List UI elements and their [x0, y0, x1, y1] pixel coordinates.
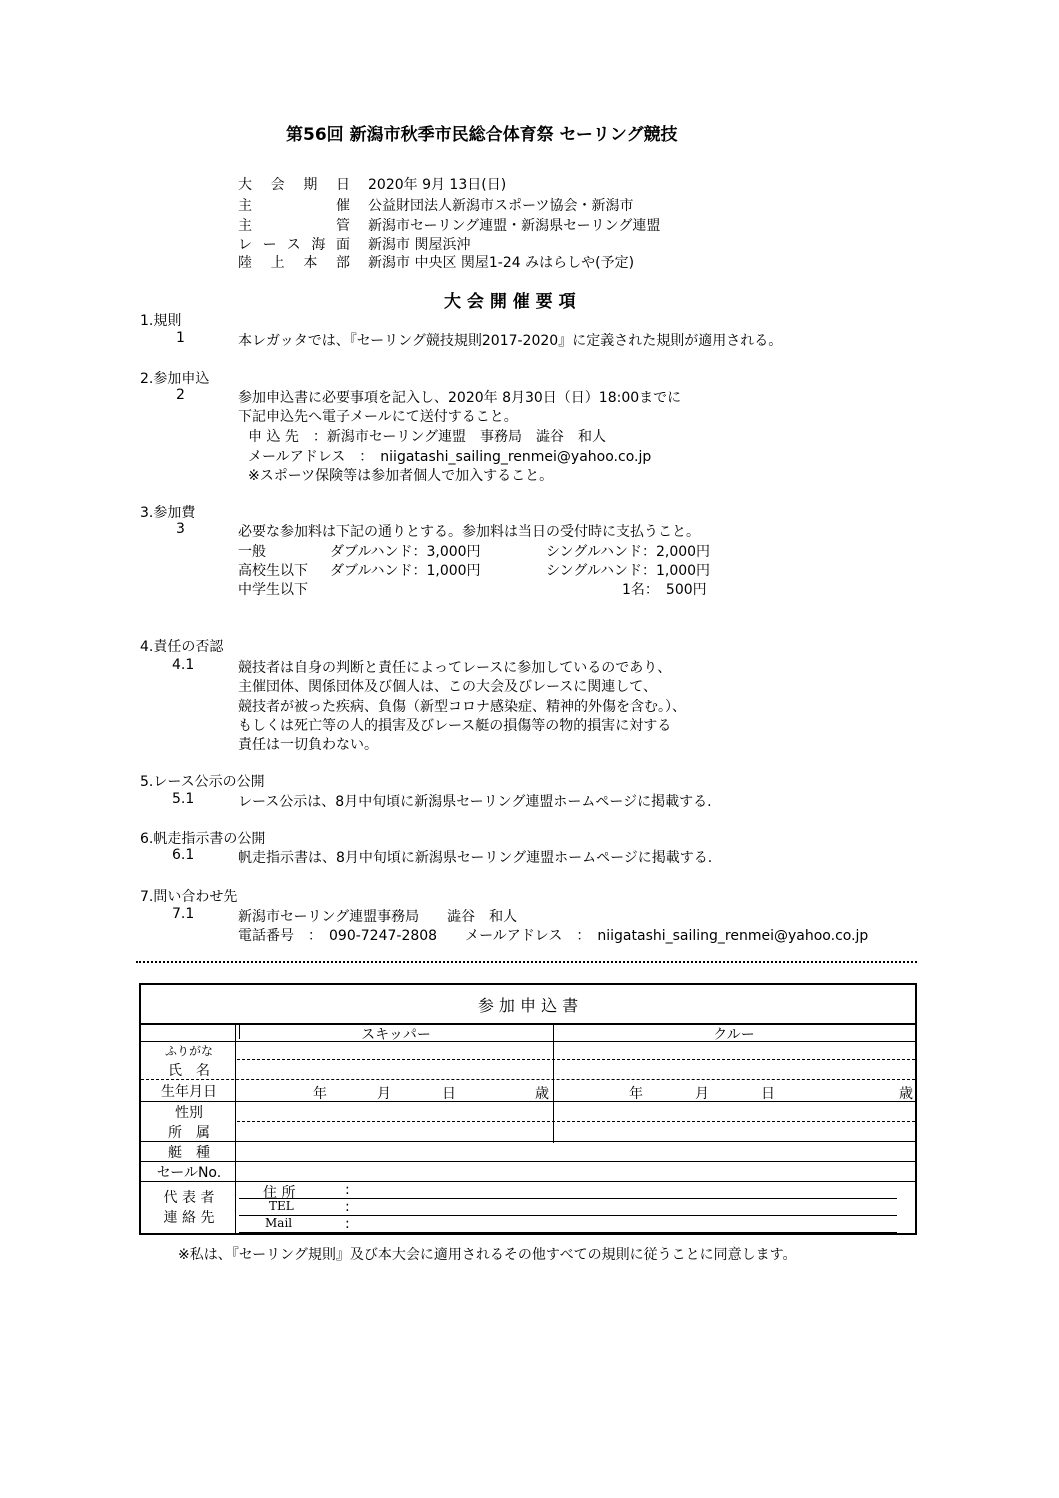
- col-skipper: スキッパー: [361, 1027, 431, 1043]
- date-age: 歳: [535, 1086, 549, 1102]
- header-value: 公益財団法人新潟市スポーツ協会・新潟市: [368, 198, 634, 214]
- section-number: 5.1: [172, 791, 195, 807]
- subtitle: 大 会 開 催 要 項: [444, 292, 576, 312]
- header-value: 2020年 9月 13日(日): [368, 177, 507, 193]
- header-value: 新潟市 中央区 関屋1-24 みはらしや(予定): [368, 255, 635, 271]
- divider: [141, 1041, 915, 1042]
- label-contact: 連 絡 先: [163, 1210, 215, 1226]
- section-heading: 2.参加申込: [140, 371, 210, 387]
- fee-category: 中学生以下: [238, 582, 308, 598]
- divider: [239, 1215, 897, 1216]
- contact-tel-label: TEL: [269, 1199, 294, 1213]
- section-text: 必要な参加料は下記の通りとする。参加料は当日の受付時に支払うこと。: [238, 524, 700, 540]
- label-sail-no: セールNo.: [156, 1165, 222, 1181]
- date-day: 日: [761, 1086, 775, 1102]
- section-text: 競技者が被った疾病、負傷（新型コロナ感染症、精神的外傷を含む。）、: [238, 699, 686, 715]
- header-value: 新潟市セーリング連盟・新潟県セーリング連盟: [368, 218, 661, 234]
- colon: :: [345, 1216, 350, 1232]
- header-label: 主管: [238, 218, 350, 234]
- section-text: もしくは死亡等の人的損害及びレース艇の損傷等の物的損害に対する: [238, 718, 672, 734]
- application-form: [139, 983, 917, 1235]
- section-number: 1: [176, 330, 185, 346]
- colon: :: [345, 1182, 350, 1198]
- section-text: 新潟市セーリング連盟事務局 澁谷 和人: [238, 909, 518, 925]
- section-text: ※スポーツ保険等は参加者個人で加入すること。: [248, 468, 554, 484]
- section-number: 2: [176, 387, 185, 403]
- date-age: 歳: [899, 1086, 913, 1102]
- header-label: 陸上本部: [238, 255, 350, 271]
- label-boat: 艇 種: [168, 1145, 210, 1161]
- divider: [141, 1161, 915, 1162]
- header-value: 新潟市 関屋浜沖: [368, 237, 471, 253]
- section-text: 参加申込書に必要事項を記入し、2020年 8月30日（日）18:00までに: [238, 390, 682, 406]
- page-title: 第56回 新潟市秋季市民総合体育祭 セーリング競技: [286, 125, 678, 145]
- section-number: 4.1: [172, 657, 195, 673]
- cut-line: [136, 961, 917, 963]
- fee-category: 高校生以下: [238, 563, 308, 579]
- colon: :: [345, 1199, 350, 1215]
- label-furigana: ふりがな: [164, 1044, 213, 1058]
- divider: [141, 1079, 915, 1080]
- section-text: 責任は一切負わない。: [238, 737, 378, 753]
- divider: [141, 1181, 915, 1182]
- label-affiliation: 所 属: [168, 1125, 210, 1141]
- section-text: 電話番号 ： 090-7247-2808 メールアドレス ： niigatashi_sailing_renmei@yahoo.co.jp: [238, 928, 869, 944]
- divider: [237, 1059, 915, 1060]
- date-year: 年: [629, 1086, 643, 1102]
- section-text: 本レガッタでは、『セーリング競技規則2017-2020』に定義された規則が適用される。: [238, 333, 783, 349]
- section-text: 競技者は自身の判断と責任によってレースに参加しているのであり、: [238, 660, 672, 676]
- divider: [239, 1232, 897, 1233]
- section-number: 3: [176, 521, 185, 537]
- section-text: 帆走指示書は、8月中旬頃に新潟県セーリング連盟ホームページに掲載する.: [238, 850, 713, 866]
- label-birth: 生年月日: [161, 1084, 217, 1100]
- label-name: 氏 名: [168, 1063, 210, 1079]
- date-month: 月: [695, 1086, 709, 1102]
- label-gender: 性別: [175, 1105, 203, 1121]
- date-day: 日: [442, 1086, 456, 1102]
- section-heading: 6.帆走指示書の公開: [140, 831, 266, 847]
- section-text: レース公示は、8月中旬頃に新潟県セーリング連盟ホームページに掲載する.: [238, 794, 712, 810]
- section-text: 下記申込先へ電子メールにて送付すること。: [238, 409, 518, 425]
- fee-double: ダブルハンド：3,000円: [330, 544, 481, 560]
- form-title: 参 加 申 込 書: [477, 996, 579, 1015]
- fee-single: シングルハンド：2,000円: [546, 544, 711, 560]
- fee-double: ダブルハンド：1,000円: [330, 563, 481, 579]
- date-month: 月: [377, 1086, 391, 1102]
- header-label: レース海面: [238, 237, 350, 253]
- header-label: 大会期日: [238, 177, 350, 193]
- fee-single: シングルハンド：1,000円: [546, 563, 711, 579]
- divider: [141, 1101, 915, 1102]
- divider: [141, 1141, 915, 1142]
- section-heading: 3.参加費: [140, 505, 196, 521]
- section-number: 7.1: [172, 906, 195, 922]
- header-label: 主催: [238, 198, 350, 214]
- col-crew: クルー: [713, 1027, 755, 1043]
- divider: [237, 1121, 915, 1122]
- section-text: メールアドレス ： niigatashi_sailing_renmei@yahoo.co.jp: [248, 449, 652, 465]
- agreement-note: ※私は、『セーリング規則』及び本大会に適用されるその他すべての規則に従うことに同意します。: [178, 1247, 797, 1263]
- section-heading: 4.責任の否認: [140, 639, 224, 655]
- fee-category: 一般: [238, 544, 266, 560]
- date-year: 年: [313, 1086, 327, 1102]
- section-number: 6.1: [172, 847, 195, 863]
- section-text: 主催団体、関係団体及び個人は、この大会及びレースに関連して、: [238, 679, 658, 695]
- contact-address-label: 住 所: [263, 1185, 296, 1201]
- section-heading: 1.規則: [140, 313, 182, 329]
- section-text: 申 込 先 ：新潟市セーリング連盟 事務局 澁谷 和人: [248, 429, 607, 445]
- section-heading: 5.レース公示の公開: [140, 774, 265, 790]
- fee-single: 1名： 500円: [622, 582, 707, 598]
- contact-mail-label: Mail: [265, 1216, 293, 1230]
- section-heading: 7.問い合わせ先: [140, 889, 238, 905]
- divider: [239, 1198, 897, 1199]
- label-rep: 代 表 者: [163, 1190, 215, 1206]
